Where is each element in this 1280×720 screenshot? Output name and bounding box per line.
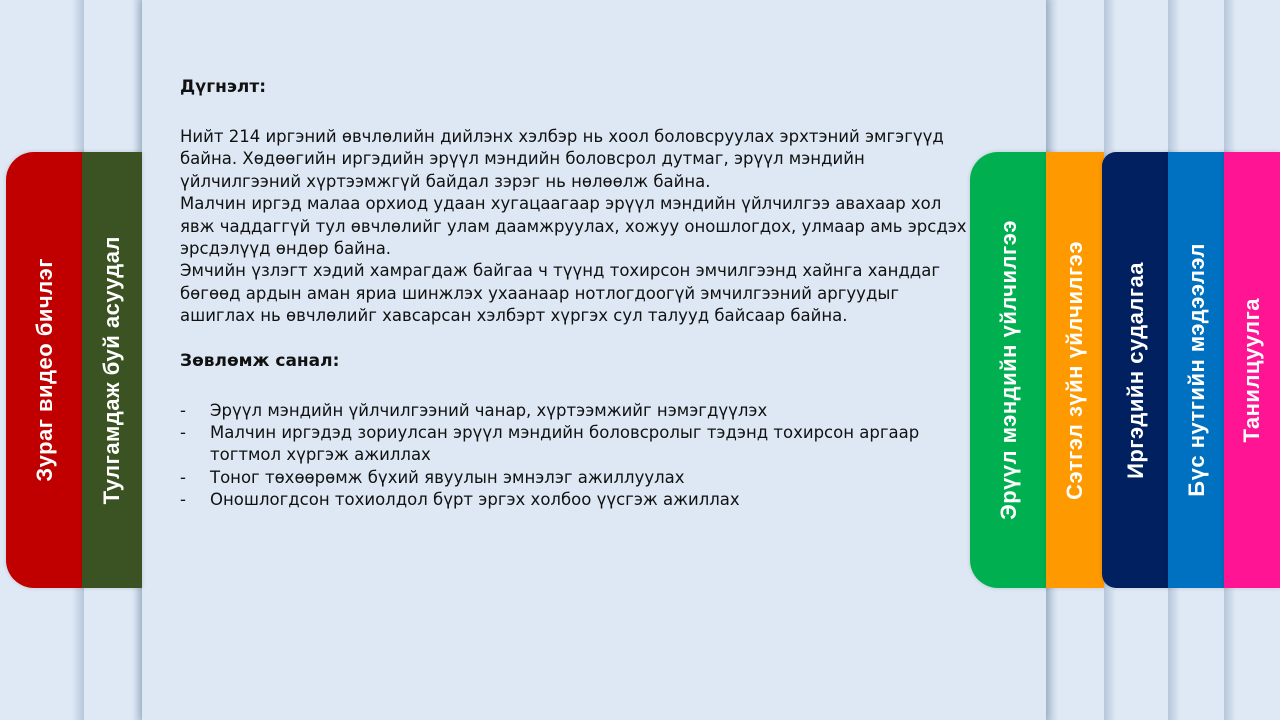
tab-label: Тулгамдаж буй асуудал — [99, 235, 124, 505]
recommendation-heading: Зөвлөмж санал: — [180, 350, 340, 371]
list-item-text: Оношлогдсон тохиолдол бүрт эргэх холбоо үүсгэж ажиллах — [210, 490, 740, 510]
bullet-dash: - — [180, 467, 186, 487]
tab-label: Иргэдийн судалгаа — [1123, 261, 1148, 479]
tab-video-recordings[interactable] — [6, 152, 84, 588]
tab-regional-information[interactable] — [1168, 152, 1226, 588]
bullet-dash: - — [180, 490, 186, 510]
tab-label: Сэтгэл зүйн үйлчилгээ — [1062, 240, 1087, 500]
tab-label: Эрүүл мэндийн үйлчилгээ — [996, 220, 1021, 520]
tab-current-issues[interactable] — [82, 152, 142, 588]
content-body — [180, 76, 970, 512]
tab-psychological-services[interactable] — [1046, 152, 1104, 588]
tab-label: Танилцуулга — [1239, 297, 1264, 443]
bullet-dash: - — [180, 400, 186, 420]
tab-health-services[interactable] — [970, 152, 1048, 588]
conclusion-heading: Дүгнэлт: — [180, 77, 267, 97]
recommendation-list — [180, 400, 970, 512]
conclusion-paragraph: Малчин иргэд малаа орхиод удаан хугацаагаар эрүүл мэндийн үйлчилгээ авахаар хол явж чаддаггүй тул өвчлөлийг улам даамжруулах, хожуу оношлогдох, улмаар амь эрсдэх эрсдэлүүд өндөр байна. — [180, 194, 967, 259]
list-item — [180, 422, 970, 467]
tab-citizen-survey[interactable] — [1102, 152, 1170, 588]
list-item — [180, 400, 970, 422]
spacer — [180, 328, 970, 350]
list-item-text: Тоног төхөөрөмж бүхий явуулын эмнэлэг ажиллуулах — [210, 467, 685, 487]
conclusion-paragraph: Нийт 214 иргэний өвчлөлийн дийлэнх хэлбэр нь хоол боловсруулах эрхтэний эмгэгүүд байна. Хөдөөгийн иргэдийн эрүүл мэндийн боловсрол дутмаг, эрүүл мэндийн үйлчилгээний хүртээмжгүй байдал зэрэг нь нөлөөлж байна. — [180, 127, 944, 191]
list-item-text: Эрүүл мэндийн үйлчилгээний чанар, хүртээмжийг нэмэгдүүлэх — [210, 400, 768, 420]
tab-label: Бүс нутгийн мэдээлэл — [1184, 243, 1209, 497]
tab-introduction[interactable] — [1224, 152, 1280, 588]
spacer — [180, 374, 970, 400]
list-item — [180, 489, 970, 511]
conclusion-paragraph: Эмчийн үзлэгт хэдий хамрагдаж байгаа ч түүнд тохирсон эмчилгээнд хайнга ханддаг бөгөөд ардын аман яриа шинжлэх ухаанаар нотлогдоогүй эмчилгээний аргуудыг ашиглах нь өвчлөлийг хавсарсан хэлбэрт хүргэх сул талууд байсаар байна. — [180, 261, 940, 326]
list-item — [180, 467, 970, 489]
bullet-dash: - — [180, 423, 186, 443]
list-item-text: Малчин иргэдэд зориулсан эрүүл мэндийн боловсролыг тэдэнд тохирсон аргаар тогтмол хүргэж ажиллах — [210, 423, 920, 465]
spacer — [180, 100, 970, 126]
tab-label: Зураг видео бичлэг — [32, 258, 57, 482]
